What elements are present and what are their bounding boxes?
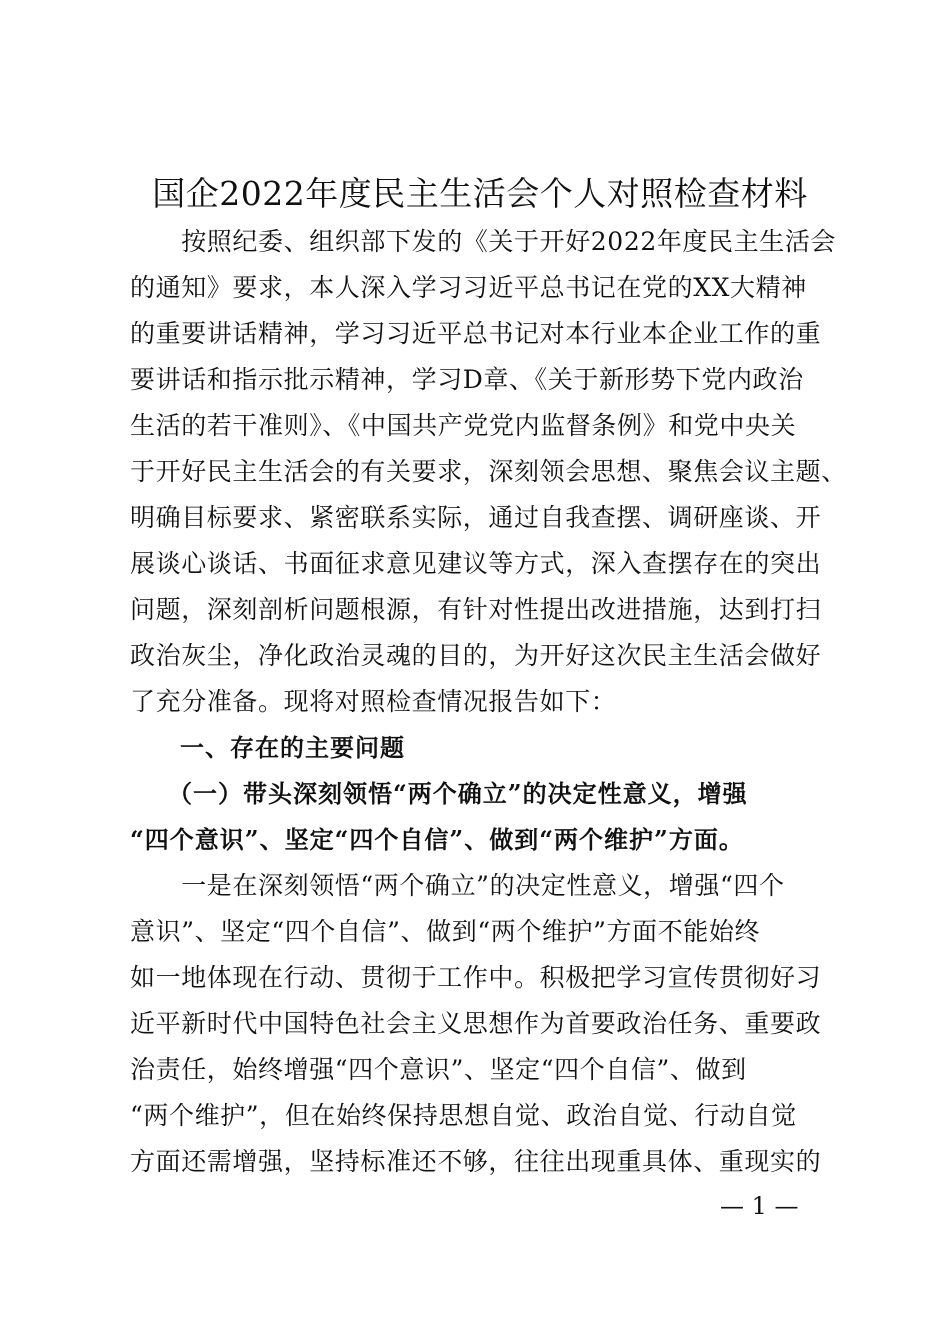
subsection-heading-line: （一）带头深刻领悟“两个确立”的决定性意义，增强 xyxy=(130,779,748,808)
document-title: 国企2022年度民主生活会个人对照检查材料 xyxy=(152,174,808,213)
body-line: 治责任，始终增强“四个意识”、坚定“四个自信”、做到 xyxy=(130,1055,747,1084)
intro-line: 政治灰尘，净化政治灵魂的目的，为开好这次民主生活会做好 xyxy=(130,641,822,670)
intro-line: 的重要讲话精神，学习习近平总书记对本行业本企业工作的重 xyxy=(130,319,822,348)
intro-line: 展谈心谈话、书面征求意见建议等方式，深入查摆存在的突出 xyxy=(130,549,822,578)
intro-line: 问题，深刻剖析问题根源，有针对性提出改进措施，达到打扫 xyxy=(130,595,822,624)
intro-line: 于开好民主生活会的有关要求，深刻领会思想、聚焦会议主题、 xyxy=(130,457,847,486)
intro-line: 了充分准备。现将对照检查情况报告如下： xyxy=(130,687,617,716)
page-number: — 1 — xyxy=(720,1192,799,1220)
body-line: 意识”、坚定“四个自信”、做到“两个维护”方面不能始终 xyxy=(130,917,761,946)
body-line: 方面还需增强，坚持标准还不够，往往出现重具体、重现实的 xyxy=(130,1147,822,1176)
body-line: “两个维护”，但在始终保持思想自觉、政治自觉、行动自觉 xyxy=(130,1101,797,1130)
intro-line: 按照纪委、组织部下发的《关于开好2022年度民主生活会 xyxy=(130,227,837,256)
intro-line: 要讲话和指示批示精神，学习D章、《关于新形势下党内政治 xyxy=(130,365,804,394)
body-line: 近平新时代中国特色社会主义思想作为首要政治任务、重要政 xyxy=(130,1009,822,1038)
intro-line: 明确目标要求、紧密联系实际，通过自我查摆、调研座谈、开 xyxy=(130,503,822,532)
intro-line: 的通知》要求，本人深入学习习近平总书记在党的XX大精神 xyxy=(130,273,807,302)
subsection-heading-line: “四个意识”、坚定“四个自信”、做到“两个维护”方面。 xyxy=(130,825,744,854)
intro-line: 生活的若干准则》、《中国共产党党内监督条例》和党中央关 xyxy=(130,411,797,440)
body-line: 如一地体现在行动、贯彻于工作中。积极把学习宣传贯彻好习 xyxy=(130,963,822,992)
section-heading: 一、存在的主要问题 xyxy=(180,734,405,762)
body-line: 一是在深刻领悟“两个确立”的决定性意义，增强“四个 xyxy=(130,871,785,900)
